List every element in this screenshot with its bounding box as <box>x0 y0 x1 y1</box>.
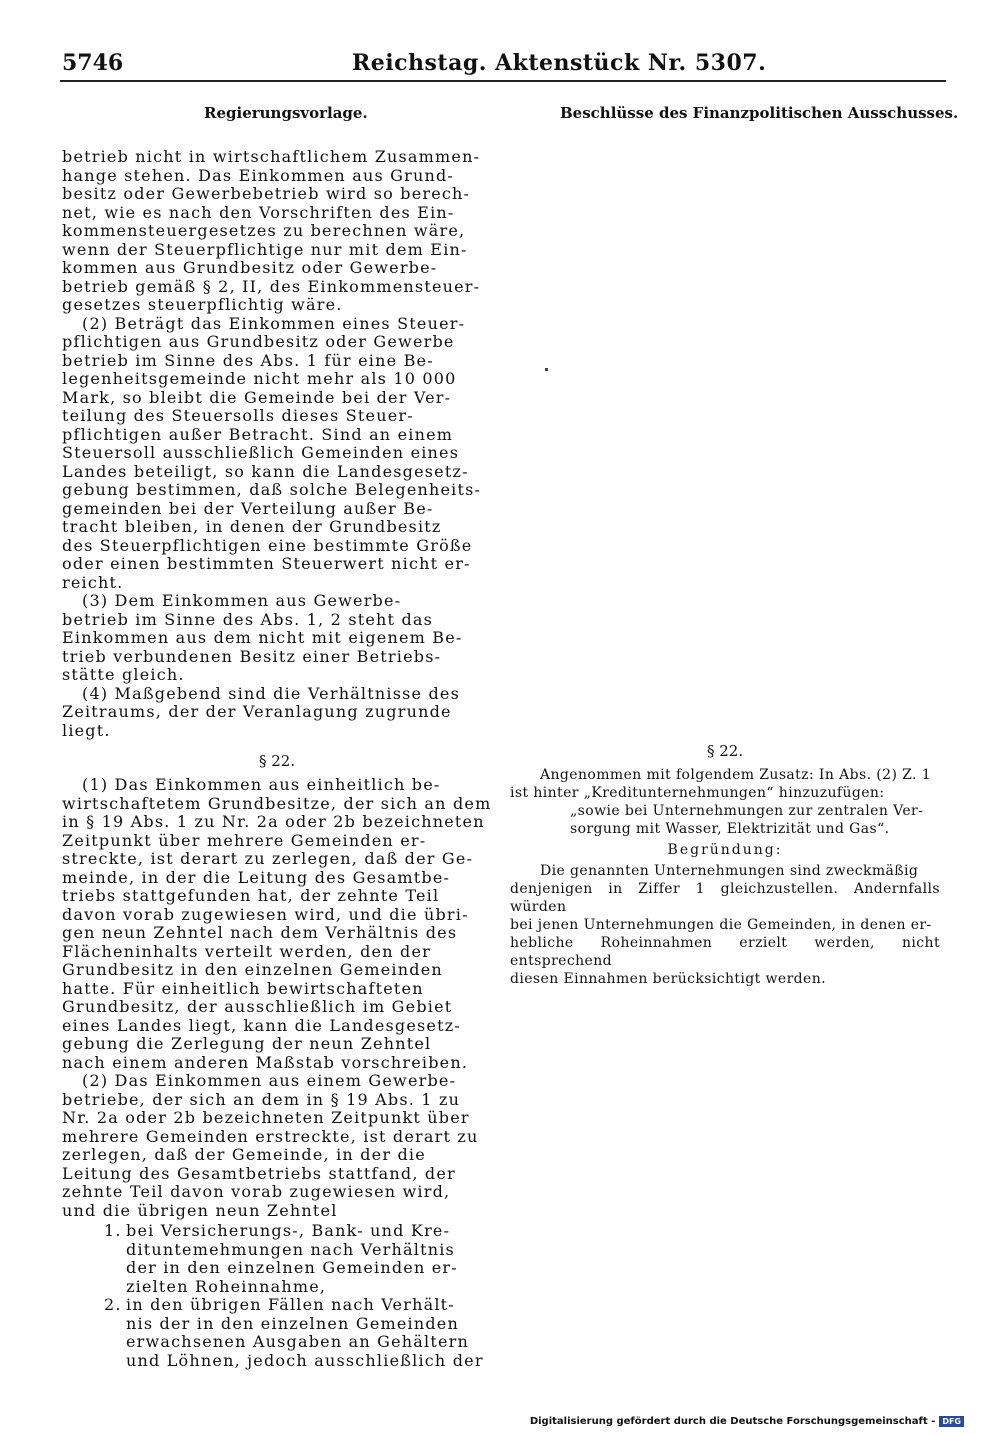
header-rule <box>60 80 946 82</box>
right-section-heading-22: § 22. <box>706 742 744 760</box>
page-number: 5746 <box>62 50 124 76</box>
digitization-footer <box>530 1416 964 1427</box>
dfg-logo: DFG <box>939 1416 964 1427</box>
left-column-heading: Regierungsvorlage. <box>204 104 368 122</box>
numbered-list <box>62 1222 492 1370</box>
list-item-text: bei Versicherungs-, Bank- und Kre- dituntemehmungen nach Verhältnis der in den einzelnen Gemeinden er- zielten Roheinnahme, <box>126 1221 458 1296</box>
left-column <box>62 148 492 1370</box>
right-column-heading: Beschlüsse des Finanzpolitischen Ausschusses. <box>560 104 959 122</box>
stray-mark <box>545 368 548 371</box>
amendment-text: Angenommen mit folgendem Zusatz: In Abs. (2) Z. 1 ist hinter „Kreditunternehmungen“ hinzuzufügen: <box>510 767 932 801</box>
section-22-paragraph-1: (1) Das Einkommen aus einheitlich be- wirtschaftetem Grundbesitze, der sich an dem in § 19 Abs. 1 zu Nr. 2a oder 2b bezeichneten Zeitpunkt über mehrere Gemeinden er- streckte, ist derart zu zerlegen, daß der Ge- meinde, in der die Leitung des Gesamtbe- triebs stattgefunden hat, der zehnte Teil davon vorab zugewiesen wird, und die übri- gen neun Zehntel nach dem Verhältnis des Flächeninhalts verteilt werden, den der Grundbesitz in den einzelnen Gemeinden hatte. Für einheitlich bewirtschafteten Grundbesitz, der ausschließlich im Gebiet eines Landes liegt, kann die Landesgesetz- gebung die Zerlegung der neun Zehntel nach einem anderen Maßstab vorschreiben. <box>62 775 492 1072</box>
reason-text: Die genannten Unternehmungen sind zweckmäßig denjenigen in Ziffer 1 gleichzustellen. Andernfalls würden bei jenen Unternehmungen die Gemeinden, in denen er- hebliche Roheinnahmen erzielt werden, nicht entsprechend diesen Einnahmen berücksichtigt werden. <box>510 863 940 987</box>
footer-text: Digitalisierung gefördert durch die Deutsche Forschungsgemeinschaft - <box>529 1416 936 1427</box>
paragraph-4: (4) Maßgebend sind die Verhältnisse des Zeitraums, der der Veranlagung zugrunde liegt. <box>62 683 461 740</box>
section-22-paragraph-2: (2) Das Einkommen aus einem Gewerbe- betriebe, der sich an dem in § 19 Abs. 1 zu Nr. 2a oder 2b bezeichneten Zeitpunkt über mehrere Gemeinden erstreckte, ist derart zu zerlegen, daß der Gemeinde, in der die Leitung des Gesamtbetriebs stattfand, der zehnte Teil davon vorab zugewiesen wird, und die übrigen neun Zehntel <box>62 1071 479 1220</box>
section-heading-22: § 22. <box>258 752 296 770</box>
list-item-number: 2. <box>104 1295 122 1314</box>
list-item-number: 1. <box>104 1221 122 1240</box>
amendment-quote: „sowie bei Unternehmungen zur zentralen Ver- sorgung mit Wasser, Elektrizität und Gas“. <box>570 803 924 837</box>
running-title: Reichstag. Aktenstück Nr. 5307. <box>352 50 767 76</box>
list-item-text: in den übrigen Fällen nach Verhält- nis der in den einzelnen Gemeinden erwachsenen Ausgaben an Gehältern und Löhnen, jedoch ausschließlich der <box>126 1295 484 1370</box>
paragraph-intro: betrieb nicht in wirtschaftlichem Zusammen- hange stehen. Das Einkommen aus Grund- besitz oder Gewerbebetrieb wird so berech- net, wie es nach den Vorschriften des Ein- kommensteuergesetzes zu berechnen wäre, wenn der Steuerpflichtige nur mit dem Ein- kommen aus Grundbesitz oder Gewerbe- betrieb gemäß § 2, II, des Einkommensteuer- gesetzes steuerpflichtig wäre. <box>62 147 481 314</box>
list-item <box>104 1296 492 1370</box>
right-column <box>510 730 940 988</box>
paragraph-2: (2) Beträgt das Einkommen eines Steuer- pflichtigen aus Grundbesitz oder Gewerbe betrieb im Sinne des Abs. 1 für eine Be- legenheitsgemeinde nicht mehr als 10 000 Mark, so bleibt die Gemeinde bei der Ver- teilung des Steuersolls dieses Steuer- pflichtigen außer Betracht. Sind an einem Steuersoll ausschließlich Gemeinden eines Landes beteiligt, so kann die Landesgesetz- gebung bestimmen, daß solche Belegenheits- gemeinden bei der Verteilung außer Be- tracht bleiben, in denen der Grundbesitz des Steuerpflichtigen eine bestimmte Größe oder einen bestimmten Steuerwert nicht er- reicht. <box>62 313 482 592</box>
reason-heading: Begründung: <box>667 842 783 858</box>
paragraph-3: (3) Dem Einkommen aus Gewerbe- betrieb im Sinne des Abs. 1, 2 steht das Einkommen aus dem nicht mit eigenem Be- trieb verbundenen Besitz einer Betriebs- stätte gleich. <box>62 591 463 684</box>
list-item <box>104 1222 492 1296</box>
